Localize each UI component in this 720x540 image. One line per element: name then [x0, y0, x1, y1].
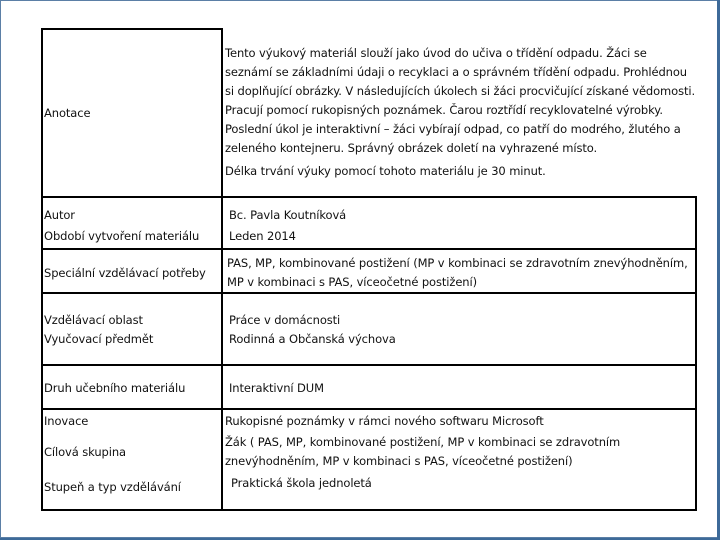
label-special-needs: Speciální vzdělávací potřeby [44, 266, 206, 280]
label-anotace: Anotace [44, 106, 91, 120]
anotace-line: Tento výukový materiál slouží jako úvod do učiva o třídění odpadu. Žáci se [225, 46, 647, 60]
table-line [41, 28, 43, 511]
table-line [41, 28, 221, 30]
label-druh: Druh učebního materiálu [44, 381, 186, 395]
value-inovace: Rukopisné poznámky v rámci nového softwaru Microsoft [225, 414, 544, 428]
anotace-line: Poslední úkol je interaktivní – žáci vybírají odpad, co patří do modrého, žlutého a [225, 122, 681, 136]
cilova-line: znevýhodněním, MP v kombinaci s PAS, víceočetné postižení) [225, 454, 573, 468]
anotace-line: si doplňující obrázky. V následujících úkolech si žáci procvičující získané vědomosti. [225, 84, 696, 98]
label-oblast: Vzdělávací oblast [44, 313, 143, 327]
special-needs-line: PAS, MP, kombinované postižení (MP v kombinaci se zdravotním znevýhodněním, [227, 256, 688, 270]
table-line [41, 248, 697, 250]
label-stupen: Stupeň a typ vzdělávání [44, 480, 181, 494]
value-obdobi: Leden 2014 [229, 229, 296, 243]
table-line [41, 292, 697, 294]
value-predmet: Rodinná a Občanská výchova [229, 332, 396, 346]
anotace-duration: Délka trvání výuky pomocí tohoto materiálu je 30 minut. [225, 164, 546, 178]
special-needs-line: MP v kombinaci s PAS, víceočetné postižení) [227, 275, 477, 289]
table-line [41, 364, 697, 366]
cilova-line: Žák ( PAS, MP, kombinované postižení, MP v kombinaci se zdravotním [225, 435, 621, 449]
anotace-line: zeleného kontejneru. Správný obrázek doletí na vyhrazené místo. [225, 141, 598, 155]
value-druh: Interaktivní DUM [229, 381, 324, 395]
table-line [41, 408, 697, 410]
label-autor: Autor [44, 208, 75, 222]
label-obdobi: Období vytvoření materiálu [44, 229, 200, 243]
anotace-line: Pracují pomocí rukopisných poznámek. Čarou roztřídí recyklovatelné výrobky. [225, 103, 663, 117]
label-cilova: Cílová skupina [44, 445, 126, 459]
anotace-line: seznámí se základními údaji o recyklaci a o správném třídění odpadu. Prohlédnou [225, 65, 687, 79]
value-stupen: Praktická škola jednoletá [231, 476, 372, 490]
label-predmet: Vyučovací předmět [44, 332, 154, 346]
table-line [221, 28, 223, 511]
anotace-text [225, 44, 695, 158]
value-oblast: Práce v domácnosti [229, 313, 341, 327]
value-autor: Bc. Pavla Koutníková [229, 208, 347, 222]
metadata-table [41, 28, 697, 511]
value-special-needs [227, 254, 688, 292]
value-cilova [225, 433, 620, 471]
table-line [695, 196, 697, 511]
table-line [41, 509, 697, 511]
label-inovace: Inovace [44, 414, 89, 428]
table-line [41, 196, 697, 198]
